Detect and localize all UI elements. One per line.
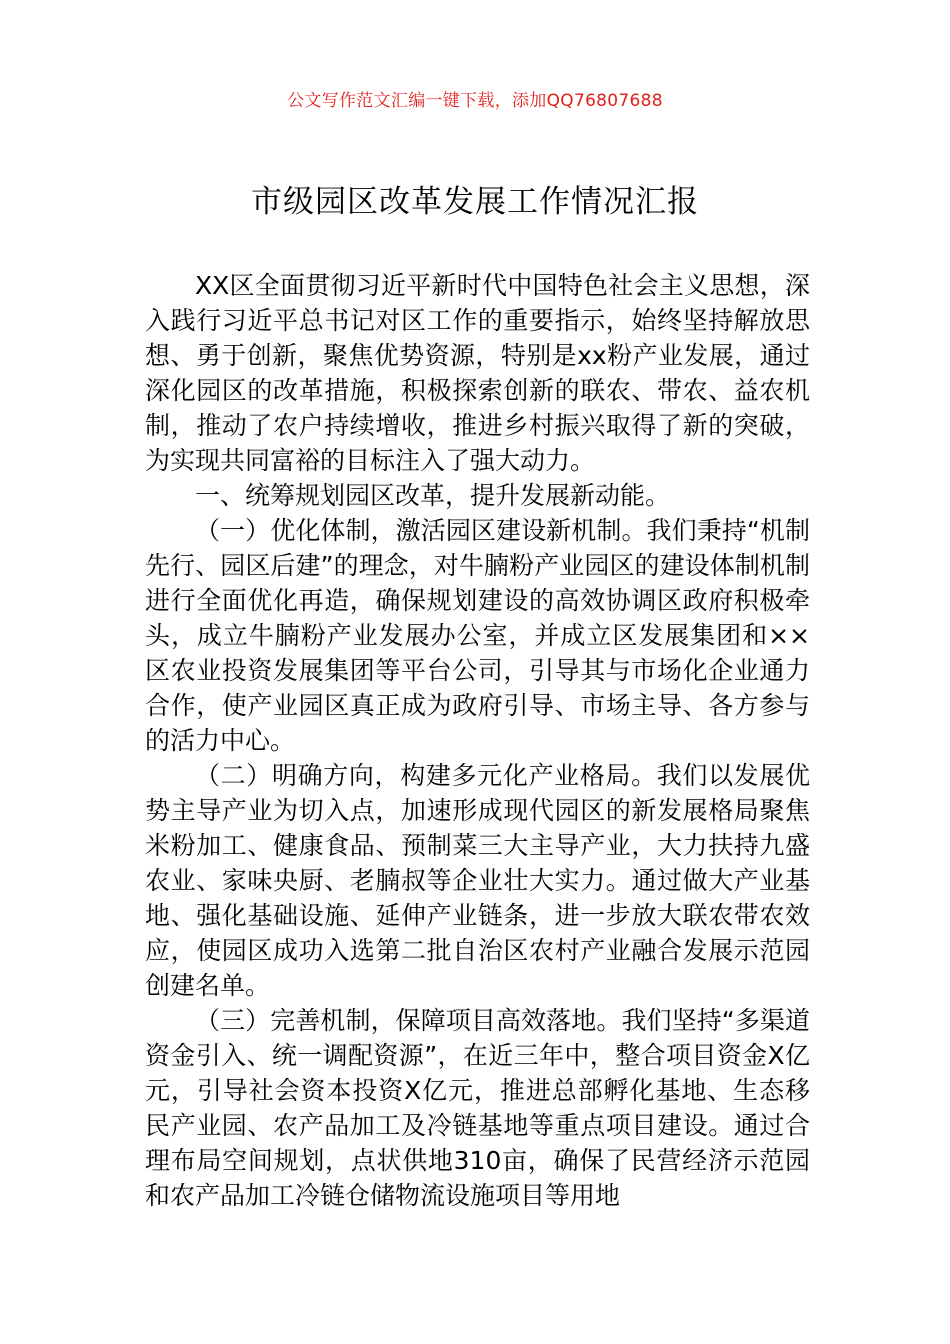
download-notice: 公文写作范文汇编一键下载，添加QQ76807688 xyxy=(287,91,663,111)
paragraph-1: （一）优化体制，激活园区建设新机制。我们秉持“机制先行、园区后建”的理念，对牛腩粉产业园区的建设体制机制进行全面优化再造，确保规划建设的高效协调区政府积极牵头，成立牛腩粉产业发展办公室，并成立区发展集团和××区农业投资发展集团等平台公司，引导其与市场化企业通力合作，使产业园区真正成为政府引导、市场主导、各方参与的活力中心。 xyxy=(145,516,810,755)
intro-paragraph: XX区全面贯彻习近平新时代中国特色社会主义思想，深入践行习近平总书记对区工作的重要指示，始终坚持解放思想、勇于创新，聚焦优势资源，特别是xx粉产业发展，通过深化园区的改革措施，积极探索创新的联农、带农、益农机制，推动了农户持续增收，推进乡村振兴取得了新的突破，为实现共同富裕的目标注入了强大动力。 xyxy=(145,271,810,475)
document-body xyxy=(145,268,810,1213)
document-title: 市级园区改革发展工作情况汇报 xyxy=(251,184,699,220)
section-heading-1: 一、统筹规划园区改革，提升发展新动能。 xyxy=(195,481,671,510)
paragraph-3: （三）完善机制，保障项目高效落地。我们坚持“多渠道资金引入、统一调配资源”，在近三年中，整合项目资金X亿元，引导社会资本投资X亿元，推进总部孵化基地、生态移民产业园、农产品加工及冷链基地等重点项目建设。通过合理布局空间规划，点状供地310亩，确保了民营经济示范园和农产品加工冷链仓储物流设施项目等用地 xyxy=(145,1006,810,1210)
paragraph-2: （二）明确方向，构建多元化产业格局。我们以发展优势主导产业为切入点，加速形成现代园区的新发展格局聚焦米粉加工、健康食品、预制菜三大主导产业，大力扶持九盛农业、家味央厨、老腩叔等企业壮大实力。通过做大产业基地、强化基础设施、延伸产业链条，进一步放大联农带农效应，使园区成功入选第二批自治区农村产业融合发展示范园创建名单。 xyxy=(145,761,810,1000)
